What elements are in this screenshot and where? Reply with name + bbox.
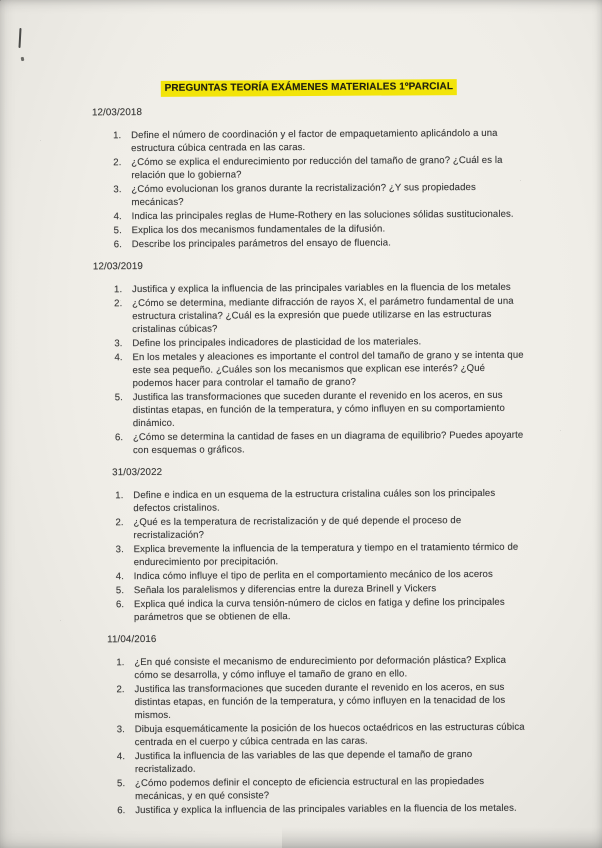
exam-date: 12/03/2018 <box>91 107 143 119</box>
question-item: ¿Cómo evolucionan los granos durante la recristalización? ¿Y sus propiedades mecánicas? <box>131 181 476 209</box>
exam-section <box>94 464 529 625</box>
exam-date: 12/03/2019 <box>92 261 143 273</box>
question-item: Define los principales indicadores de plasticidad de los materiales. <box>132 336 422 350</box>
question-item: ¿Qué es la temperatura de recristalización y de qué depende el proceso de recristalización? <box>133 515 462 542</box>
question-item: Define el número de coordinación y el factor de empaquetamiento aplicándolo a una estructura cúbica centrada en las caras. <box>131 127 498 155</box>
exam-date: 31/03/2022 <box>112 466 163 479</box>
question-item: Justifica las transformaciones que suceden durante el revenido en los aceros, en sus distintas etapas, en función de la temperatura, y cómo influyen en la tenacidad de los mismos. <box>134 681 506 722</box>
question-list <box>92 127 527 252</box>
sections-container <box>92 104 530 818</box>
question-item: En los metales y aleaciones es importante el control del tamaño de grano y se intenta que este sea pequeño. ¿Cuáles son los mecanismos que explican ese interés? ¿Qué podemos hacer para controlar el tamaño de grano? <box>132 349 524 390</box>
question-item: ¿Cómo se determina la cantidad de fases en un diagrama de equilibrio? Puedes apoyarte con esquemas o gráficos. <box>132 429 524 457</box>
scan-noise <box>0 0 1 1</box>
question-item: Dibuja esquemáticamente la posición de los huecos octaédricos en las estructuras cúbica centrada en el cuerpo y cúbica centrada en las caras. <box>134 721 525 749</box>
question-item: Señala los paralelismos y diferencias entre la dureza Brinell y Vickers <box>133 583 437 597</box>
question-list <box>95 654 530 818</box>
question-item: ¿Cómo podemos definir el concepto de eficiencia estructural en las propiedades mecánicas, y en qué consiste? <box>135 775 485 803</box>
exam-section <box>93 258 528 458</box>
question-item: Describe los principales parámetros del ensayo de fluencia. <box>131 237 391 251</box>
question-item: ¿Cómo se explica el endurecimiento por reducción del tamaño de grano? ¿Cuál es la relación que lo gobierna? <box>131 154 503 182</box>
exam-date: 11/04/2016 <box>107 633 157 646</box>
question-item: Explica qué indica la curva tensión-número de ciclos en fatiga y define los principales parámetros que se obtienen de ella. <box>133 596 505 624</box>
exam-section <box>92 104 527 252</box>
question-item: Indica las principales reglas de Hume-Rothery en las soluciones sólidas sustitucionales. <box>131 208 514 223</box>
question-list <box>94 487 529 625</box>
question-item: Explica los dos mecanismos fundamentales de la difusión. <box>131 223 386 237</box>
question-item: ¿En qué consiste el mecanismo de endurecimiento por deformación plástica? Explica cómo se desarrolla, y cómo influye el tamaño de grano en ello. <box>134 654 507 682</box>
question-item: Justifica y explica la influencia de las principales variables en la fluencia de los metales. <box>135 802 517 817</box>
pen-dot-icon <box>21 57 25 62</box>
question-item: Justifica la influencia de las variables de las que depende el tamaño de grano recristalizado. <box>134 749 473 776</box>
question-item: Indica cómo influye el tipo de perlita en el comportamiento mecánico de los aceros <box>133 568 493 583</box>
exam-section <box>95 631 530 818</box>
question-item: ¿Cómo se determina, mediante difracción de rayos X, el parámetro fundamental de una estructura cristalina? ¿Cuál es la expresión que puede utilizarse en las estructuras cristalinas cúbicas? <box>132 295 514 336</box>
title-row <box>92 79 526 98</box>
question-item: Justifica y explica la influencia de las principales variables en la fluencia de los metales <box>131 281 511 296</box>
question-item: Explica brevemente la influencia de la temperatura y tiempo en el tratamiento térmico de endurecimiento por precipitación. <box>133 541 519 569</box>
question-list <box>93 281 528 458</box>
question-item: Justifica las transformaciones que suceden durante el revenido en los aceros, en sus distintas etapas, en función de la temperatura, y cómo influyen en su comportamiento dinámico. <box>132 389 505 430</box>
page-title: PREGUNTAS TEORÍA EXÁMENES MATERIALES 1ºPARCIAL <box>161 79 458 97</box>
pen-mark-icon <box>18 28 21 48</box>
document-content <box>92 79 530 819</box>
question-item: Define e indica en un esquema de la estructura cristalina cuáles son los principales defectos cristalinos. <box>133 487 496 515</box>
